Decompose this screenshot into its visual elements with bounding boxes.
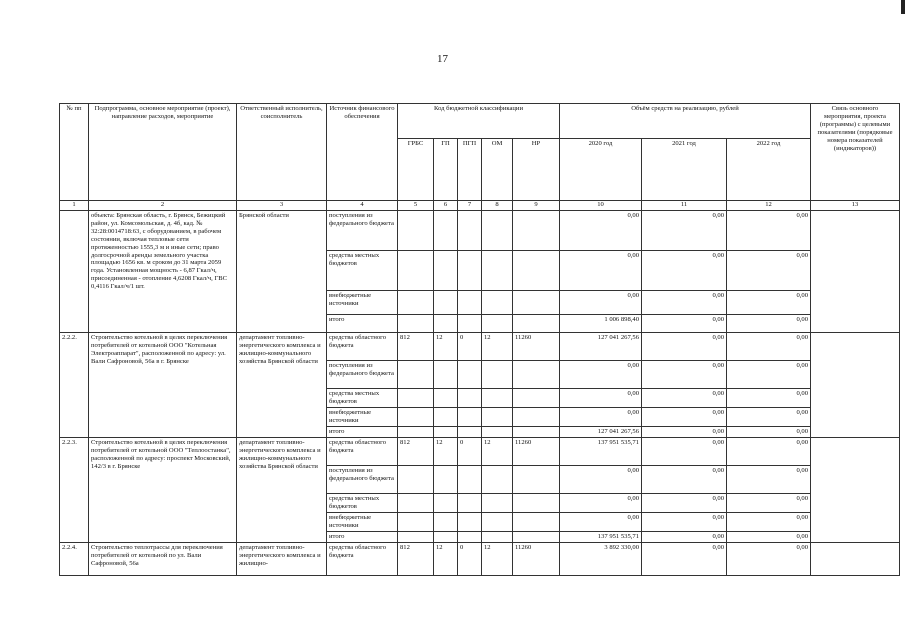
- program-cell: Строительство теплотрассы для переключения потребителей от котельной по ул. Вали Сафроновой, 56а: [89, 542, 237, 575]
- code-np-cell: [513, 389, 560, 408]
- source-cell: средства местных бюджетов: [327, 493, 398, 512]
- table-row: [60, 211, 900, 251]
- header-2020: 2020 год: [560, 139, 642, 201]
- link-cell: [811, 437, 900, 542]
- code-np-cell: [513, 211, 560, 251]
- code-pgp-cell: [458, 211, 482, 251]
- page-number: 17: [437, 53, 448, 65]
- column-number: 1: [60, 201, 89, 211]
- column-number: 3: [237, 201, 327, 211]
- responsible-cell: Брянской области: [237, 211, 327, 333]
- table-row: [60, 437, 900, 465]
- amount-2020-cell: 0,00: [560, 211, 642, 251]
- code-om-cell: [482, 251, 513, 291]
- code-grbs-cell: [398, 493, 434, 512]
- code-pgp-cell: [458, 531, 482, 542]
- code-pgp-cell: 0: [458, 333, 482, 361]
- column-numbers-row: [60, 201, 900, 211]
- code-gp-cell: [434, 291, 458, 315]
- code-np-cell: [513, 291, 560, 315]
- code-np-cell: [513, 251, 560, 291]
- amount-2021-cell: 0,00: [642, 437, 727, 465]
- code-np-cell: [513, 465, 560, 493]
- header-num: № пп: [60, 104, 89, 201]
- code-gp-cell: [434, 389, 458, 408]
- code-np-cell: 11260: [513, 333, 560, 361]
- item-number-cell: [60, 211, 89, 333]
- code-gp-cell: [434, 427, 458, 438]
- code-gp-cell: [434, 512, 458, 531]
- code-grbs-cell: [398, 408, 434, 427]
- link-cell: [811, 542, 900, 575]
- column-number: 5: [398, 201, 434, 211]
- code-gp-cell: [434, 531, 458, 542]
- code-pgp-cell: [458, 493, 482, 512]
- amount-2020-cell: 0,00: [560, 291, 642, 315]
- source-cell: внебюджетные источники: [327, 512, 398, 531]
- source-cell: средства местных бюджетов: [327, 251, 398, 291]
- amount-2021-cell: 0,00: [642, 315, 727, 333]
- code-np-cell: [513, 493, 560, 512]
- code-grbs-cell: [398, 251, 434, 291]
- code-om-cell: [482, 291, 513, 315]
- responsible-cell: департамент топливно-энергетического комплекса и жилищно-коммунального хозяйства Брянской области: [237, 437, 327, 542]
- responsible-cell: департамент топливно-энергетического комплекса и жилищно-: [237, 542, 327, 575]
- code-np-cell: [513, 427, 560, 438]
- amount-2020-cell: 0,00: [560, 361, 642, 389]
- code-pgp-cell: [458, 408, 482, 427]
- code-np-cell: 11260: [513, 542, 560, 575]
- column-number: 4: [327, 201, 398, 211]
- code-gp-cell: 12: [434, 333, 458, 361]
- amount-2020-cell: 137 951 535,71: [560, 437, 642, 465]
- source-cell: итого: [327, 315, 398, 333]
- code-grbs-cell: [398, 512, 434, 531]
- code-gp-cell: 12: [434, 542, 458, 575]
- code-np-cell: 11260: [513, 437, 560, 465]
- scan-edge-mark: [901, 0, 905, 14]
- code-grbs-cell: [398, 465, 434, 493]
- column-number: 8: [482, 201, 513, 211]
- header-om: ОМ: [482, 139, 513, 201]
- column-number: 13: [811, 201, 900, 211]
- amount-2020-cell: 127 041 267,56: [560, 333, 642, 361]
- amount-2022-cell: 0,00: [727, 493, 811, 512]
- code-grbs-cell: [398, 531, 434, 542]
- amount-2021-cell: 0,00: [642, 333, 727, 361]
- code-np-cell: [513, 315, 560, 333]
- header-grbs: ГРБС: [398, 139, 434, 201]
- code-pgp-cell: [458, 427, 482, 438]
- amount-2021-cell: 0,00: [642, 251, 727, 291]
- amount-2020-cell: 0,00: [560, 408, 642, 427]
- amount-2022-cell: 0,00: [727, 389, 811, 408]
- amount-2021-cell: 0,00: [642, 531, 727, 542]
- amount-2021-cell: 0,00: [642, 542, 727, 575]
- code-gp-cell: [434, 361, 458, 389]
- column-number: 7: [458, 201, 482, 211]
- program-cell: Строительство котельной в целях переключения потребителей от котельной ООО "Теплоостанка", расположенной по адресу: проспект Московский, 142/3 в г. Брянске: [89, 437, 237, 542]
- code-pgp-cell: [458, 389, 482, 408]
- amount-2021-cell: 0,00: [642, 389, 727, 408]
- source-cell: итого: [327, 531, 398, 542]
- code-grbs-cell: [398, 361, 434, 389]
- amount-2020-cell: 137 951 535,71: [560, 531, 642, 542]
- amount-2021-cell: 0,00: [642, 427, 727, 438]
- header-source: Источник финансового обеспечения: [327, 104, 398, 201]
- header-volume: Объём средств на реализацию, рублей: [560, 104, 811, 139]
- source-cell: средства областного бюджета: [327, 542, 398, 575]
- source-cell: поступления из федерального бюджета: [327, 465, 398, 493]
- source-cell: внебюджетные источники: [327, 408, 398, 427]
- header-program: Подпрограмма, основное мероприятие (проект), направление расходов, мероприятие: [89, 104, 237, 201]
- header-np: НР: [513, 139, 560, 201]
- code-grbs-cell: 812: [398, 542, 434, 575]
- amount-2020-cell: 0,00: [560, 465, 642, 493]
- amount-2020-cell: 0,00: [560, 512, 642, 531]
- code-om-cell: [482, 389, 513, 408]
- header-row: [60, 104, 900, 139]
- code-gp-cell: [434, 493, 458, 512]
- header-link: Связь основного мероприятия, проекта (программы) с целевыми показателями (порядковые номера показателей (индикаторов)): [811, 104, 900, 201]
- amount-2021-cell: 0,00: [642, 361, 727, 389]
- code-grbs-cell: [398, 427, 434, 438]
- code-om-cell: [482, 361, 513, 389]
- code-np-cell: [513, 512, 560, 531]
- source-cell: поступления из федерального бюджета: [327, 211, 398, 251]
- code-om-cell: [482, 315, 513, 333]
- code-om-cell: 12: [482, 333, 513, 361]
- amount-2021-cell: 0,00: [642, 465, 727, 493]
- code-pgp-cell: [458, 361, 482, 389]
- amount-2022-cell: 0,00: [727, 251, 811, 291]
- code-gp-cell: [434, 211, 458, 251]
- code-om-cell: [482, 408, 513, 427]
- amount-2020-cell: 0,00: [560, 389, 642, 408]
- amount-2021-cell: 0,00: [642, 408, 727, 427]
- header-responsible: Ответственный исполнитель, соисполнитель: [237, 104, 327, 201]
- code-np-cell: [513, 531, 560, 542]
- code-om-cell: [482, 427, 513, 438]
- item-number-cell: 2.2.3.: [60, 437, 89, 542]
- column-number: 11: [642, 201, 727, 211]
- source-cell: средства областного бюджета: [327, 437, 398, 465]
- item-number-cell: 2.2.4.: [60, 542, 89, 575]
- item-number-cell: 2.2.2.: [60, 333, 89, 438]
- code-om-cell: [482, 211, 513, 251]
- code-gp-cell: 12: [434, 437, 458, 465]
- code-pgp-cell: 0: [458, 437, 482, 465]
- amount-2022-cell: 0,00: [727, 315, 811, 333]
- amount-2022-cell: 0,00: [727, 211, 811, 251]
- amount-2020-cell: 3 892 330,00: [560, 542, 642, 575]
- code-om-cell: [482, 512, 513, 531]
- source-cell: итого: [327, 427, 398, 438]
- code-grbs-cell: [398, 291, 434, 315]
- column-number: 12: [727, 201, 811, 211]
- code-om-cell: [482, 465, 513, 493]
- program-cell: объекта: Брянская область, г. Брянск, Бежицкий район, ул. Комсомольская, д. 4б, кад. № 32:28:0014718:63, с оборудованием, в рабочем состоянии, включая тепловые сети протяженностью 1555,3 м и иные сети; право долгосрочной аренды земельного участка площадью 1656 кв. м сроком до 31 марта 2059 года. Установленная мощность - 6,87 Гкал/ч, присоединенная - отопление 4,6208 Гкал/ч, ГВС 0,4116 Гкал/ч/1 шт.: [89, 211, 237, 333]
- source-cell: поступления из федерального бюджета: [327, 361, 398, 389]
- header-pgp: ПГП: [458, 139, 482, 201]
- column-number: 2: [89, 201, 237, 211]
- table-row: [60, 542, 900, 575]
- link-cell: [811, 333, 900, 438]
- code-om-cell: [482, 531, 513, 542]
- header-2022: 2022 год: [727, 139, 811, 201]
- amount-2021-cell: 0,00: [642, 493, 727, 512]
- source-cell: средства местных бюджетов: [327, 389, 398, 408]
- amount-2022-cell: 0,00: [727, 291, 811, 315]
- amount-2022-cell: 0,00: [727, 333, 811, 361]
- header-2021: 2021 год: [642, 139, 727, 201]
- header-budget-code: Код бюджетной классификации: [398, 104, 560, 139]
- code-grbs-cell: 812: [398, 437, 434, 465]
- code-grbs-cell: 812: [398, 333, 434, 361]
- code-np-cell: [513, 408, 560, 427]
- amount-2022-cell: 0,00: [727, 427, 811, 438]
- code-om-cell: 12: [482, 437, 513, 465]
- code-grbs-cell: [398, 389, 434, 408]
- code-gp-cell: [434, 408, 458, 427]
- source-cell: средства областного бюджета: [327, 333, 398, 361]
- code-pgp-cell: [458, 512, 482, 531]
- code-pgp-cell: [458, 315, 482, 333]
- amount-2022-cell: 0,00: [727, 437, 811, 465]
- program-cell: Строительство котельной в целях переключения потребителей от котельной ООО "Котельная Электроаппарат", расположенной по адресу: ул. Вали Сафроновой, 56а в г. Брянске: [89, 333, 237, 438]
- amount-2021-cell: 0,00: [642, 211, 727, 251]
- column-number: 6: [434, 201, 458, 211]
- code-pgp-cell: 0: [458, 542, 482, 575]
- table-row: [60, 333, 900, 361]
- column-number: 9: [513, 201, 560, 211]
- amount-2020-cell: 1 006 898,40: [560, 315, 642, 333]
- code-pgp-cell: [458, 291, 482, 315]
- amount-2020-cell: 0,00: [560, 493, 642, 512]
- code-gp-cell: [434, 251, 458, 291]
- link-cell: [811, 211, 900, 333]
- amount-2022-cell: 0,00: [727, 542, 811, 575]
- code-om-cell: [482, 493, 513, 512]
- amount-2022-cell: 0,00: [727, 531, 811, 542]
- amount-2021-cell: 0,00: [642, 291, 727, 315]
- code-pgp-cell: [458, 465, 482, 493]
- amount-2021-cell: 0,00: [642, 512, 727, 531]
- amount-2022-cell: 0,00: [727, 512, 811, 531]
- column-number: 10: [560, 201, 642, 211]
- amount-2020-cell: 0,00: [560, 251, 642, 291]
- source-cell: внебюджетные источники: [327, 291, 398, 315]
- responsible-cell: департамент топливно-энергетического комплекса и жилищно-коммунального хозяйства Брянской области: [237, 333, 327, 438]
- amount-2022-cell: 0,00: [727, 408, 811, 427]
- budget-table: [59, 103, 900, 576]
- amount-2020-cell: 127 041 267,56: [560, 427, 642, 438]
- code-grbs-cell: [398, 315, 434, 333]
- code-gp-cell: [434, 465, 458, 493]
- code-pgp-cell: [458, 251, 482, 291]
- header-gp: ГП: [434, 139, 458, 201]
- amount-2022-cell: 0,00: [727, 465, 811, 493]
- code-gp-cell: [434, 315, 458, 333]
- amount-2022-cell: 0,00: [727, 361, 811, 389]
- code-om-cell: 12: [482, 542, 513, 575]
- code-grbs-cell: [398, 211, 434, 251]
- code-np-cell: [513, 361, 560, 389]
